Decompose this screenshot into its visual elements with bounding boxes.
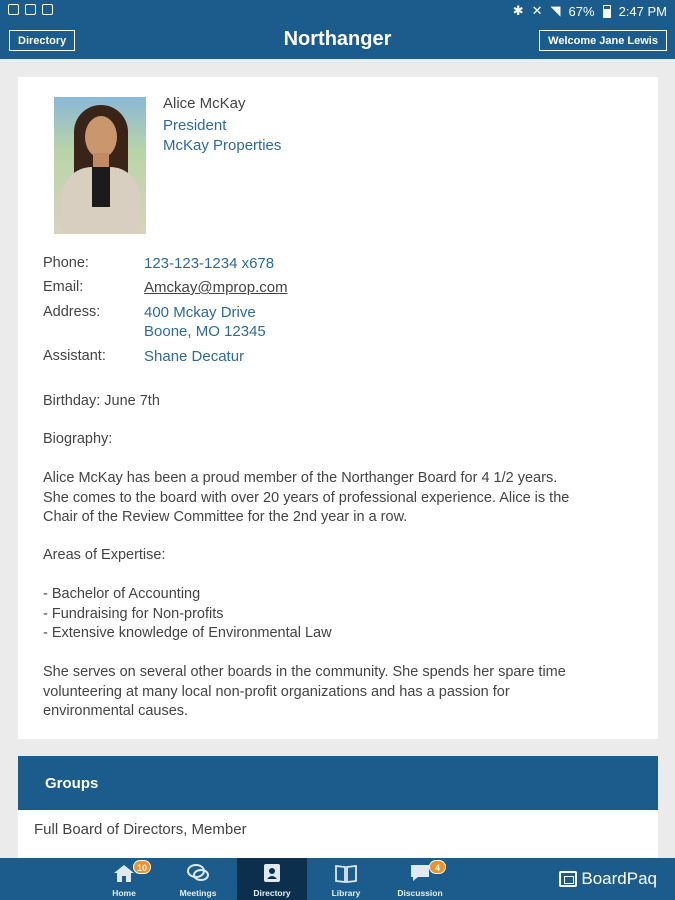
brand-name: BoardPaq bbox=[581, 869, 657, 888]
mute-icon: ✕ bbox=[531, 3, 543, 18]
nav-label: Directory bbox=[253, 888, 291, 898]
directory-button[interactable]: Directory bbox=[9, 30, 75, 51]
list-item[interactable]: Full Board of Directors, Member bbox=[34, 821, 247, 838]
list-item: - Extensive knowledge of Environmental Law bbox=[43, 625, 332, 641]
list-item: - Bachelor of Accounting bbox=[43, 586, 201, 602]
expertise-label: Areas of Expertise: bbox=[43, 547, 166, 563]
bottom-nav bbox=[0, 858, 675, 900]
address-line-2[interactable]: Boone, MO 12345 bbox=[144, 323, 266, 340]
phone-link[interactable]: 123-123-1234 x678 bbox=[144, 255, 275, 272]
battery-icon bbox=[603, 5, 611, 18]
discussion-badge: 4 bbox=[429, 860, 446, 874]
chat-bubbles-icon bbox=[186, 863, 210, 883]
page-title: Northanger bbox=[283, 28, 392, 50]
nav-label: Home bbox=[112, 888, 136, 898]
groups-title: Groups bbox=[45, 775, 99, 792]
battery-percent: 67% bbox=[568, 3, 595, 19]
assistant-label: Assistant: bbox=[43, 348, 106, 364]
system-status bbox=[513, 3, 667, 19]
home-badge: 10 bbox=[133, 860, 151, 874]
nav-directory[interactable] bbox=[237, 858, 307, 900]
email-link[interactable]: Amckay@mprop.com bbox=[144, 279, 288, 296]
book-icon bbox=[334, 863, 358, 883]
status-bar bbox=[0, 0, 675, 22]
address-label: Address: bbox=[43, 304, 101, 320]
closing-text: She serves on several other boards in the community. She spends her spare time volunteering at many local non-profit organizations and has a passion for environmental causes. bbox=[43, 664, 566, 719]
notification-icon bbox=[42, 4, 53, 15]
nav-label: Meetings bbox=[179, 888, 217, 898]
nav-library[interactable] bbox=[311, 858, 381, 900]
nav-discussion[interactable] bbox=[385, 858, 455, 900]
assistant-link[interactable]: Shane Decatur bbox=[144, 348, 245, 365]
phone-label: Phone: bbox=[43, 255, 89, 271]
email-label: Email: bbox=[43, 279, 84, 295]
member-name: Alice McKay bbox=[163, 95, 246, 112]
bluetooth-icon: ✱ bbox=[512, 3, 524, 18]
notification-icons bbox=[8, 4, 53, 15]
expertise-list bbox=[43, 585, 653, 644]
nav-label: Library bbox=[331, 888, 361, 898]
welcome-user-button[interactable]: Welcome Jane Lewis bbox=[539, 30, 667, 51]
clock: 2:47 PM bbox=[618, 3, 667, 19]
boardpaq-icon bbox=[559, 871, 577, 887]
app-header bbox=[0, 22, 675, 59]
nav-home[interactable] bbox=[89, 858, 159, 900]
profile-card bbox=[18, 77, 658, 739]
list-item: - Fundraising for Non-profits bbox=[43, 605, 224, 622]
brand-logo bbox=[559, 869, 657, 889]
groups-list bbox=[18, 810, 658, 858]
birthday: Birthday: June 7th bbox=[43, 393, 160, 409]
contact-card-icon bbox=[260, 863, 284, 883]
member-title: President bbox=[163, 117, 227, 134]
wifi-icon: ◥ bbox=[550, 3, 561, 18]
biography-text: Alice McKay has been a proud member of the Northanger Board for 4 1/2 years. She comes to the board with over 20 years of professional experience. Alice is the Chair of the Review Committee for the 2nd year in a row. bbox=[43, 470, 570, 525]
biography-label: Biography: bbox=[43, 431, 113, 447]
nav-meetings[interactable] bbox=[163, 858, 233, 900]
notification-icon bbox=[8, 4, 19, 15]
profile-photo bbox=[54, 97, 146, 234]
member-company: McKay Properties bbox=[163, 137, 282, 154]
notification-icon bbox=[25, 4, 36, 15]
nav-label: Discussion bbox=[397, 888, 443, 898]
address-line-1[interactable]: 400 Mckay Drive bbox=[144, 304, 256, 321]
groups-header[interactable] bbox=[18, 756, 658, 810]
